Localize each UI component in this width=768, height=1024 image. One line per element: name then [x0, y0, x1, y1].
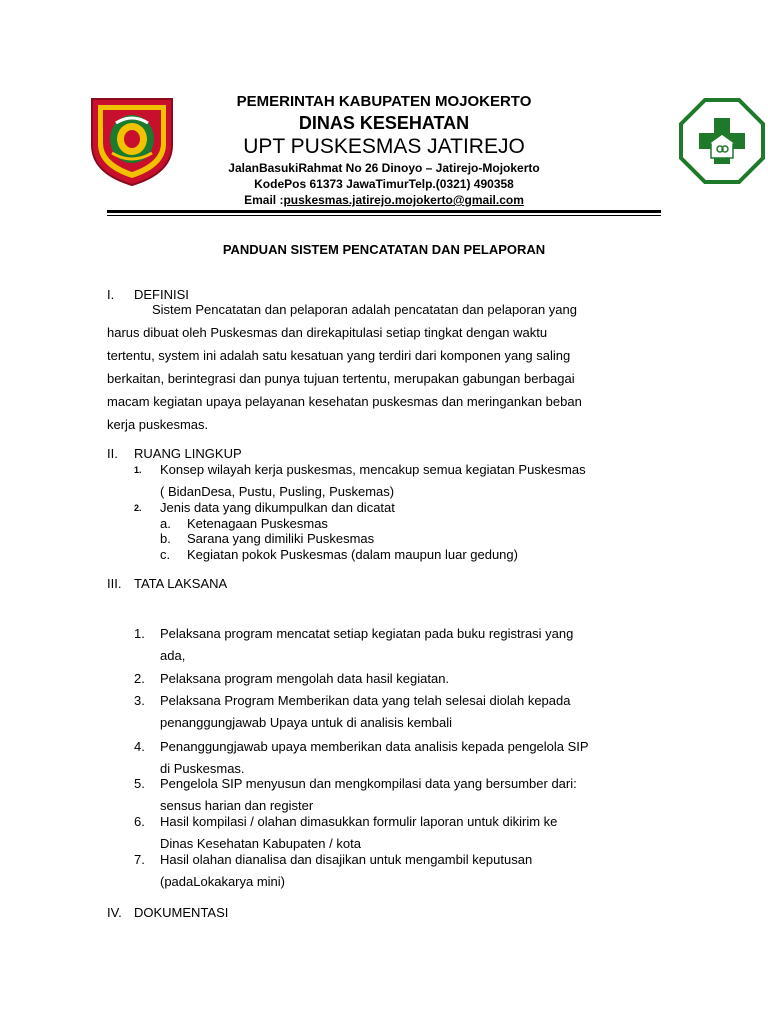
section-dokumentasi-heading: [0, 905, 768, 923]
header-rule-thick: [107, 210, 661, 213]
sub-list-letter: a.: [160, 516, 171, 531]
definisi-paragraph: [107, 298, 660, 436]
list-line: penanggungjawab Upaya untuk di analisis kembali: [160, 715, 452, 730]
sub-list-text: Ketenagaan Puskesmas: [187, 516, 328, 531]
list-line: di Puskesmas.: [160, 761, 245, 776]
puskesmas-logo: [679, 98, 765, 184]
sub-list-item: [160, 547, 660, 563]
paragraph-line: Sistem Pencatatan dan pelaporan adalah pencatatan dan pelaporan yang: [152, 302, 577, 317]
list-item: [134, 849, 660, 893]
list-line: (padaLokakarya mini): [160, 874, 286, 889]
section-label: DEFINISI: [134, 287, 189, 302]
list-line: Pelaksana program mencatat setiap kegiatan pada buku registrasi yang: [160, 626, 574, 641]
sub-list-text: Kegiatan pokok Puskesmas (dalam maupun luar gedung): [187, 547, 518, 562]
list-number: 2.: [134, 503, 142, 513]
section-number: IV.: [107, 905, 122, 920]
list-text: [160, 849, 660, 893]
sub-list-text: Sarana yang dimiliki Puskesmas: [187, 531, 375, 546]
section-number: II.: [107, 446, 118, 461]
list-item: [134, 668, 660, 690]
section-label: DOKUMENTASI: [134, 905, 229, 920]
list-number: 4.: [134, 739, 145, 754]
section-label: RUANG LINGKUP: [134, 446, 242, 461]
list-text: Pelaksana program mengolah data hasil kegiatan.: [160, 671, 450, 686]
list-number: 5.: [134, 776, 145, 791]
paragraph-line: berkaitan, berintegrasi dan punya tujuan tertentu, merupakan gabungan berbagai: [107, 371, 575, 386]
email-link[interactable]: puskesmas.jatirejo.mojokerto@gmail.com: [283, 193, 524, 207]
paragraph-line: kerja puskesmas.: [107, 417, 209, 432]
sub-list-letter: c.: [160, 547, 171, 562]
list-item: [134, 623, 660, 667]
list-line: Hasil olahan dianalisa dan disajikan untuk mengambil keputusan: [160, 852, 533, 867]
paragraph-line: tertentu, system ini adalah satu kesatuan yang terdiri dari komponen yang saling: [107, 348, 571, 363]
list-number: 3.: [134, 693, 145, 708]
list-line: Dinas Kesehatan Kabupaten / kota: [160, 836, 361, 851]
header-department: DINAS KESEHATAN: [298, 113, 470, 133]
sub-list-item: [160, 516, 660, 532]
document-title: PANDUAN SISTEM PENCATATAN DAN PELAPORAN: [222, 242, 546, 257]
list-line: ada,: [160, 648, 186, 663]
header-postal: KodePos 61373 JawaTimurTelp.(0321) 490358: [254, 177, 514, 191]
paragraph-line: macam kegiatan upaya pelayanan kesehatan puskesmas dan meringankan beban: [107, 394, 582, 409]
list-text: [160, 690, 660, 734]
list-line: Pelaksana Program Memberikan data yang telah selesai diolah kepada: [160, 693, 571, 708]
header-address: JalanBasukiRahmat No 26 Dinoyo – Jatirejo-Mojokerto: [228, 161, 540, 175]
email-label: Email :: [244, 193, 284, 207]
section-number: I.: [107, 287, 115, 302]
list-number: 7.: [134, 852, 145, 867]
header-email-line: [100, 193, 668, 207]
list-number: 6.: [134, 814, 145, 829]
header-rule-thin: [107, 215, 661, 216]
list-line: Konsep wilayah kerja puskesmas, mencakup semua kegiatan Puskesmas: [160, 462, 586, 477]
header-government: PEMERINTAH KABUPATEN MOJOKERTO: [236, 93, 532, 110]
list-item: [134, 690, 660, 734]
list-text: Jenis data yang dikumpulkan dan dicatat: [160, 500, 395, 515]
paragraph-line: harus dibuat oleh Puskesmas dan direkapitulasi setiap tingkat dengan waktu: [107, 325, 548, 340]
sub-list-letter: b.: [160, 531, 171, 546]
list-text: [160, 623, 660, 667]
sub-list-item: [160, 531, 660, 547]
section-number: III.: [107, 576, 122, 591]
list-line: Penanggungjawab upaya memberikan data analisis kepada pengelola SIP: [160, 739, 589, 754]
list-line: Pengelola SIP menyusun dan mengkompilasi data yang bersumber dari:: [160, 776, 577, 791]
list-line: sensus harian dan register: [160, 798, 314, 813]
list-number: 1.: [134, 626, 145, 641]
list-line: Hasil kompilasi / olahan dimasukkan formulir laporan untuk dikirim ke: [160, 814, 558, 829]
section-label: TATA LAKSANA: [134, 576, 228, 591]
section-tata-laksana-heading: [0, 576, 768, 594]
list-number: 2.: [134, 671, 145, 686]
list-line: ( BidanDesa, Pustu, Pusling, Puskemas): [160, 484, 395, 499]
list-number: 1.: [134, 465, 142, 475]
header-institution: UPT PUSKESMAS JATIREJO: [243, 135, 525, 158]
